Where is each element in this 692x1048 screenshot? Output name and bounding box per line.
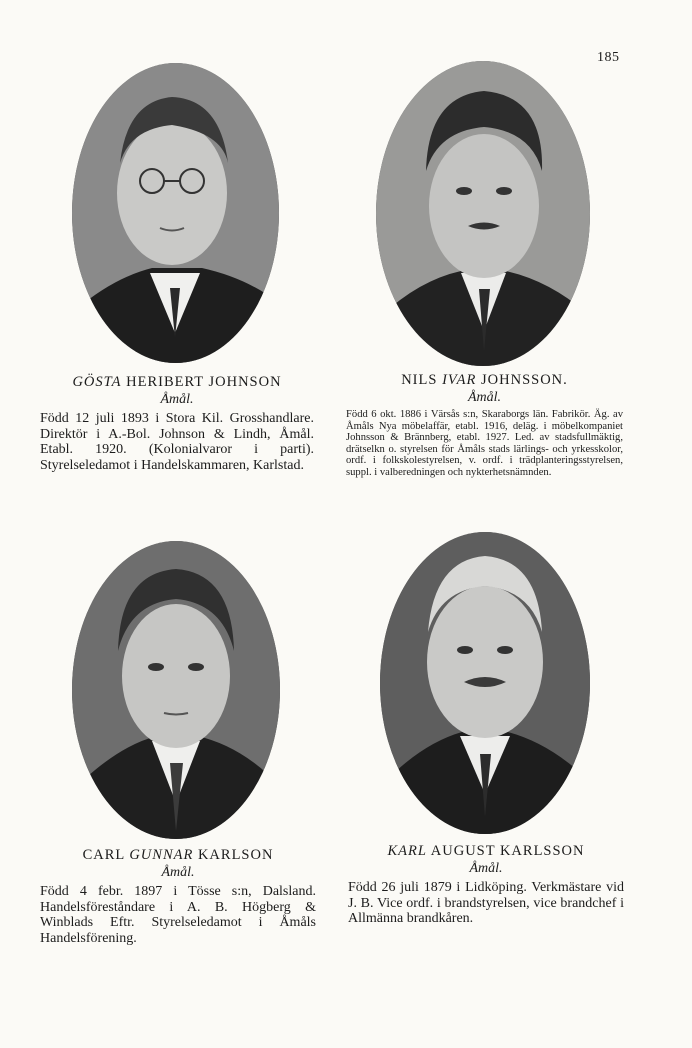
- name-rest: JOHNSSON.: [481, 372, 568, 388]
- name-first: KARL: [387, 843, 427, 859]
- biography: Född 26 juli 1879 i Lidköping. Verkmästare vid J. B. Vice ordf. i brandstyrelsen, vice brandchef i Allmänna brandkåren.: [348, 880, 624, 926]
- name-italic: GUNNAR: [129, 847, 194, 863]
- entry-nils-johnsson: [346, 372, 623, 479]
- page-number: 185: [597, 50, 620, 65]
- name-rest: KARLSON: [197, 847, 274, 863]
- entry-gosta-johnson: [40, 374, 314, 473]
- portrait-photo-nils-johnsson: [376, 61, 590, 366]
- person-name: [348, 843, 624, 860]
- place: Åmål.: [160, 392, 194, 407]
- place: Åmål.: [469, 861, 503, 876]
- name-rest: AUGUST KARLSSON: [430, 843, 585, 859]
- place: Åmål.: [161, 865, 195, 880]
- portrait-photo-gosta-johnson: [72, 63, 279, 363]
- biography: Född 12 juli 1893 i Stora Kil. Grosshandlare. Direktör i A.-Bol. Johnson & Lindh, Åmål. Etabl. 1920. (Kolonialvaror i parti). Styrelseledamot i Handelskammaren, Karlstad.: [40, 411, 314, 473]
- entry-karl-karlsson: [348, 843, 624, 927]
- biography: Född 4 febr. 1897 i Tösse s:n, Dalsland. Handelsföreståndare i A. B. Högberg & Winblads Eftr. Styrelseledamot i Åmåls Handelsförening.: [40, 884, 316, 946]
- name-italic: IVAR: [442, 372, 477, 388]
- person-name: [40, 374, 314, 391]
- entry-carl-karlson: [40, 847, 316, 946]
- person-name: [346, 372, 623, 389]
- name-first: CARL: [82, 847, 125, 863]
- name-first: NILS: [401, 372, 438, 388]
- portrait-photo-karl-karlsson: [380, 532, 590, 834]
- portrait-photo-carl-karlson: [72, 541, 280, 839]
- person-name: [40, 847, 316, 864]
- name-rest: HERIBERT JOHNSON: [126, 374, 282, 390]
- name-first: GÖSTA: [72, 374, 122, 390]
- biography: Född 6 okt. 1886 i Värsås s:n, Skaraborgs län. Fabrikör. Äg. av Åmåls Nya möbelaffär, etabl. 1916, deläg. i möbelkompaniet Johnsson & Brännberg, etabl. 1927. Led. av stadsfullmäktig, drätselkn o. styrelsen för Åmåls stads lärlings- och yrkesskolor, ordf. i folkskolestyrelsen, v. ordf. i trädplanteringsstyrelsen, suppl. i valberedningen och nykterhetsnämnden.: [346, 409, 623, 478]
- place: Åmål.: [467, 390, 502, 405]
